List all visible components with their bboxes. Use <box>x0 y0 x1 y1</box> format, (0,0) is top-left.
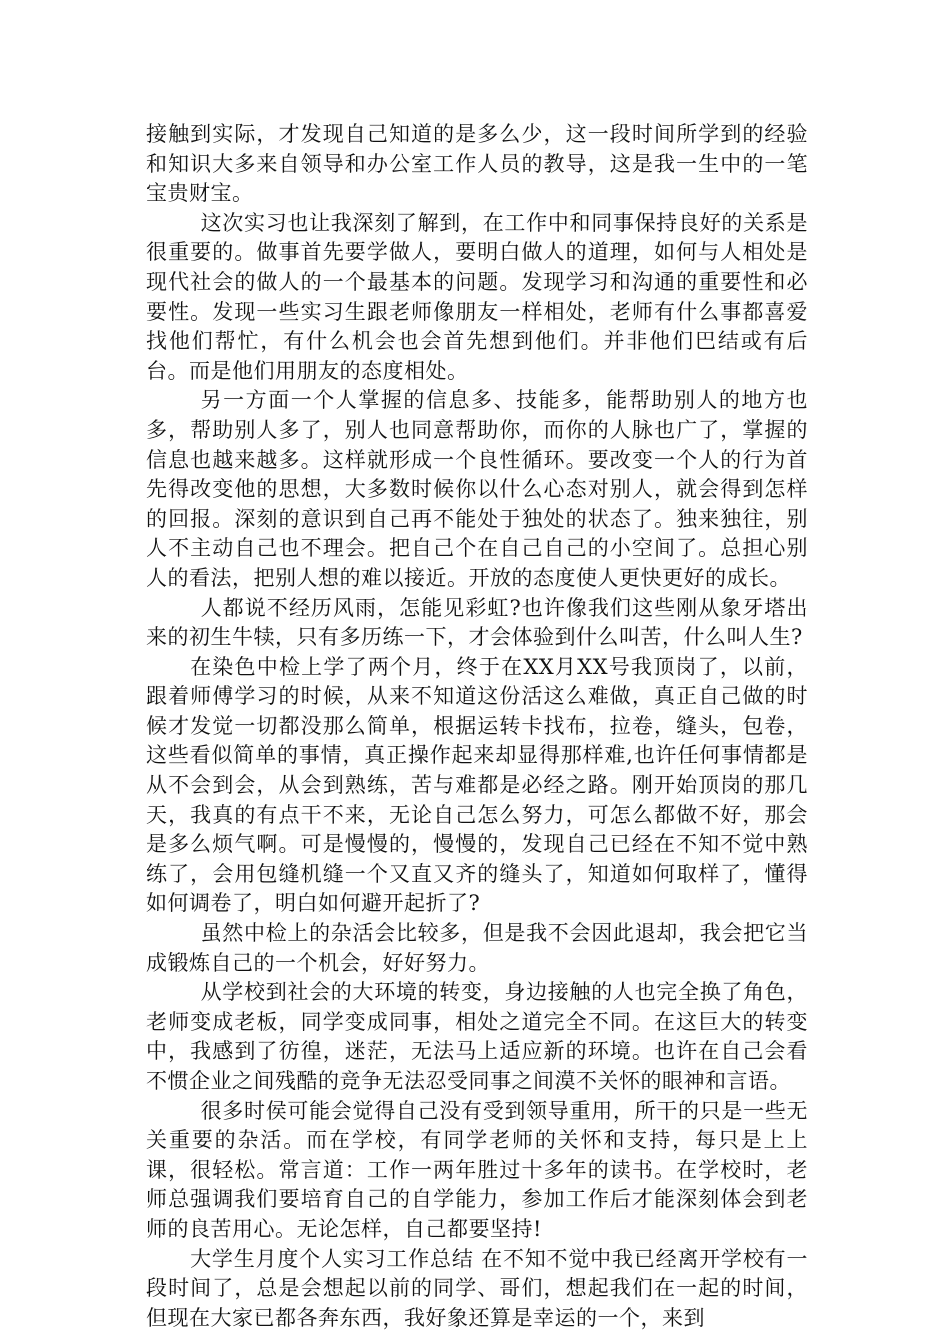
document-body <box>146 120 808 1333</box>
paragraph-3: 另一方面一个人掌握的信息多、技能多，能帮助别人的地方也多，帮助别人多了，别人也同意帮助你，而你的人脉也广了，掌握的信息也越来越多。这样就形成一个良性循环。要改变一个人的行为首先得改变他的思想，大多数时候你以什么心态对别人，就会得到怎样的回报。深刻的意识到自己再不能处于独处的状态了。独来独往，别人不主动自己也不理会。把自己个在自己自己的小空间了。总担心别人的看法，把别人想的难以接近。开放的态度使人更快更好的成长。 <box>146 388 808 590</box>
paragraph-7: 从学校到社会的大环境的转变，身边接触的人也完全换了角色，老师变成老板，同学变成同事，相处之道完全不同。在这巨大的转变中，我感到了彷徨，迷茫，无法马上适应新的环境。也许在自己会看不惯企业之间残酷的竞争无法忍受同事之间漠不关怀的眼神和言语。 <box>146 980 808 1093</box>
paragraph-8: 很多时侯可能会觉得自己没有受到领导重用，所干的只是一些无关重要的杂活。而在学校，有同学老师的关怀和支持，每只是上上课，很轻松。常言道：工作一两年胜过十多年的读书。在学校时，老师总强调我们要培育自己的自学能力，参加工作后才能深刻体会到老师的良苦用心。无论怎样，自己都要坚持! <box>146 1098 808 1241</box>
paragraph-6: 虽然中检上的杂活会比较多，但是我不会因此退却，我会把它当成锻炼自己的一个机会，好好努力。 <box>146 921 808 975</box>
paragraph-5: 在染色中检上学了两个月，终于在XX月XX号我顶岗了，以前，跟着师傅学习的时候，从来不知道这份活这么难做，真正自己做的时候才发觉一切都没那么简单，根据运转卡找布，拉卷，缝头，包卷，这些看似简单的事情，真正操作起来却显得那样难,也许任何事情都是从不会到会，从会到熟练，苦与难都是必经之路。刚开始顶岗的那几天，我真的有点干不来，无论自己怎么努力，可怎么都做不好，那会是多么烦气啊。可是慢慢的，慢慢的，发现自己已经在不知不觉中熟练了，会用包缝机缝一个又直又齐的缝头了，知道如何取样了，懂得如何调卷了，明白如何避开起折了? <box>146 654 808 916</box>
paragraph-2: 这次实习也让我深刻了解到，在工作中和同事保持良好的关系是很重要的。做事首先要学做人，要明白做人的道理，如何与人相处是现代社会的做人的一个最基本的问题。发现学习和沟通的重要性和必要性。发现一些实习生跟老师像朋友一样相处，老师有什么事都喜爱找他们帮忙，有什么机会也会首先想到他们。并非他们巴结或有后台。而是他们用朋友的态度相处。 <box>146 210 808 383</box>
paragraph-9: 大学生月度个人实习工作总结 在不知不觉中我已经离开学校有一段时间了，总是会想起以前的同学、哥们，想起我们在一起的时间，但现在大家已都各奔东西，我好象还算是幸运的一个，来到 <box>146 1246 808 1330</box>
paragraph-4: 人都说不经历风雨，怎能见彩虹?也许像我们这些刚从象牙塔出来的初生牛犊，只有多历练一下，才会体验到什么叫苦，什么叫人生? <box>146 595 808 650</box>
paragraph-1: 接触到实际，才发现自己知道的是多么少，这一段时间所学到的经验和知识大多来自领导和办公室工作人员的教导，这是我一生中的一笔宝贵财宝。 <box>146 122 808 206</box>
